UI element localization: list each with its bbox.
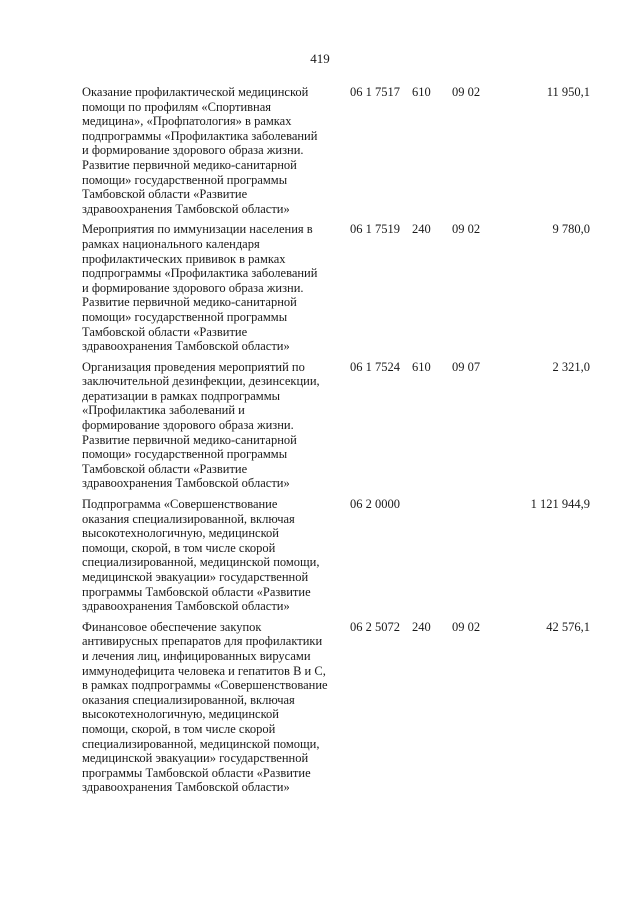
table-row xyxy=(82,360,590,491)
table-row xyxy=(82,620,590,795)
row-amount: 1 121 944,9 xyxy=(530,497,590,512)
row-target-code: 06 1 7517 xyxy=(350,85,400,99)
row-description: Организация проведения мероприятий по заключительной дезинфекции, дезинсекции, дератизации в рамках подпрограммы «Профилактика заболеваний и формирование здорового образа жизни. Развитие первичной медико-санитарной помощи» государственной программы Тамбовской области «Развитие здравоохранения Тамбовской области» xyxy=(82,359,320,491)
row-expense-type: 610 xyxy=(412,359,431,374)
row-expense-type: 240 xyxy=(412,619,431,634)
row-target-code: 06 2 0000 xyxy=(350,497,400,512)
table-row xyxy=(82,497,590,614)
row-section: 09 02 xyxy=(452,619,481,634)
budget-table xyxy=(82,85,590,801)
row-section: 09 07 xyxy=(452,359,481,374)
row-section: 09 02 xyxy=(452,222,481,237)
row-target-code: 06 1 7524 xyxy=(350,359,400,374)
row-amount: 42 576,1 xyxy=(546,619,590,634)
row-amount: 2 321,0 xyxy=(552,359,590,374)
row-target-code: 06 2 5072 xyxy=(350,619,400,634)
row-expense-type: 610 xyxy=(412,85,431,99)
page-number: 419 xyxy=(310,51,330,66)
table-row xyxy=(82,222,590,353)
row-description: Финансовое обеспечение закупок антивирусных препаратов для профилактики и лечения лиц, инфицированных вирусами иммунодефицита человека и гепатитов В и С, в рамках подпрограммы «Совершенствование оказания специализированной, включая высокотехнологичную, медицинской помощи, скорой, в том числе скорой специализированной, медицинской помощи, медицинской эвакуации» государственной программы Тамбовской области «Развитие здравоохранения Тамбовской области» xyxy=(82,619,328,795)
row-amount: 11 950,1 xyxy=(546,85,590,99)
row-expense-type: 240 xyxy=(412,222,431,237)
row-amount: 9 780,0 xyxy=(552,222,590,237)
row-description: Оказание профилактической медицинской помощи по профилям «Спортивная медицина», «Профпатология» в рамках подпрограммы «Профилактика заболеваний и формирование здорового образа жизни. Развитие первичной медико-санитарной помощи» государственной программы Тамбовской области «Развитие здравоохранения Тамбовской области» xyxy=(82,85,318,216)
table-row xyxy=(82,85,590,216)
row-section: 09 02 xyxy=(452,85,481,99)
row-description: Мероприятия по иммунизации населения в рамках национального календаря профилактических прививок в рамках подпрограммы «Профилактика заболеваний и формирование здорового образа жизни. Развитие первичной медико-санитарной помощи» государственной программы Тамбовской области «Развитие здравоохранения Тамбовской области» xyxy=(82,222,318,354)
row-target-code: 06 1 7519 xyxy=(350,222,400,237)
row-description: Подпрограмма «Совершенствование оказания специализированной, включая высокотехнологичную, медицинской помощи, скорой, в том числе скорой специализированной, медицинской помощи, медицинской эвакуации» государственной программы Тамбовской области «Развитие здравоохранения Тамбовской области» xyxy=(82,497,320,614)
